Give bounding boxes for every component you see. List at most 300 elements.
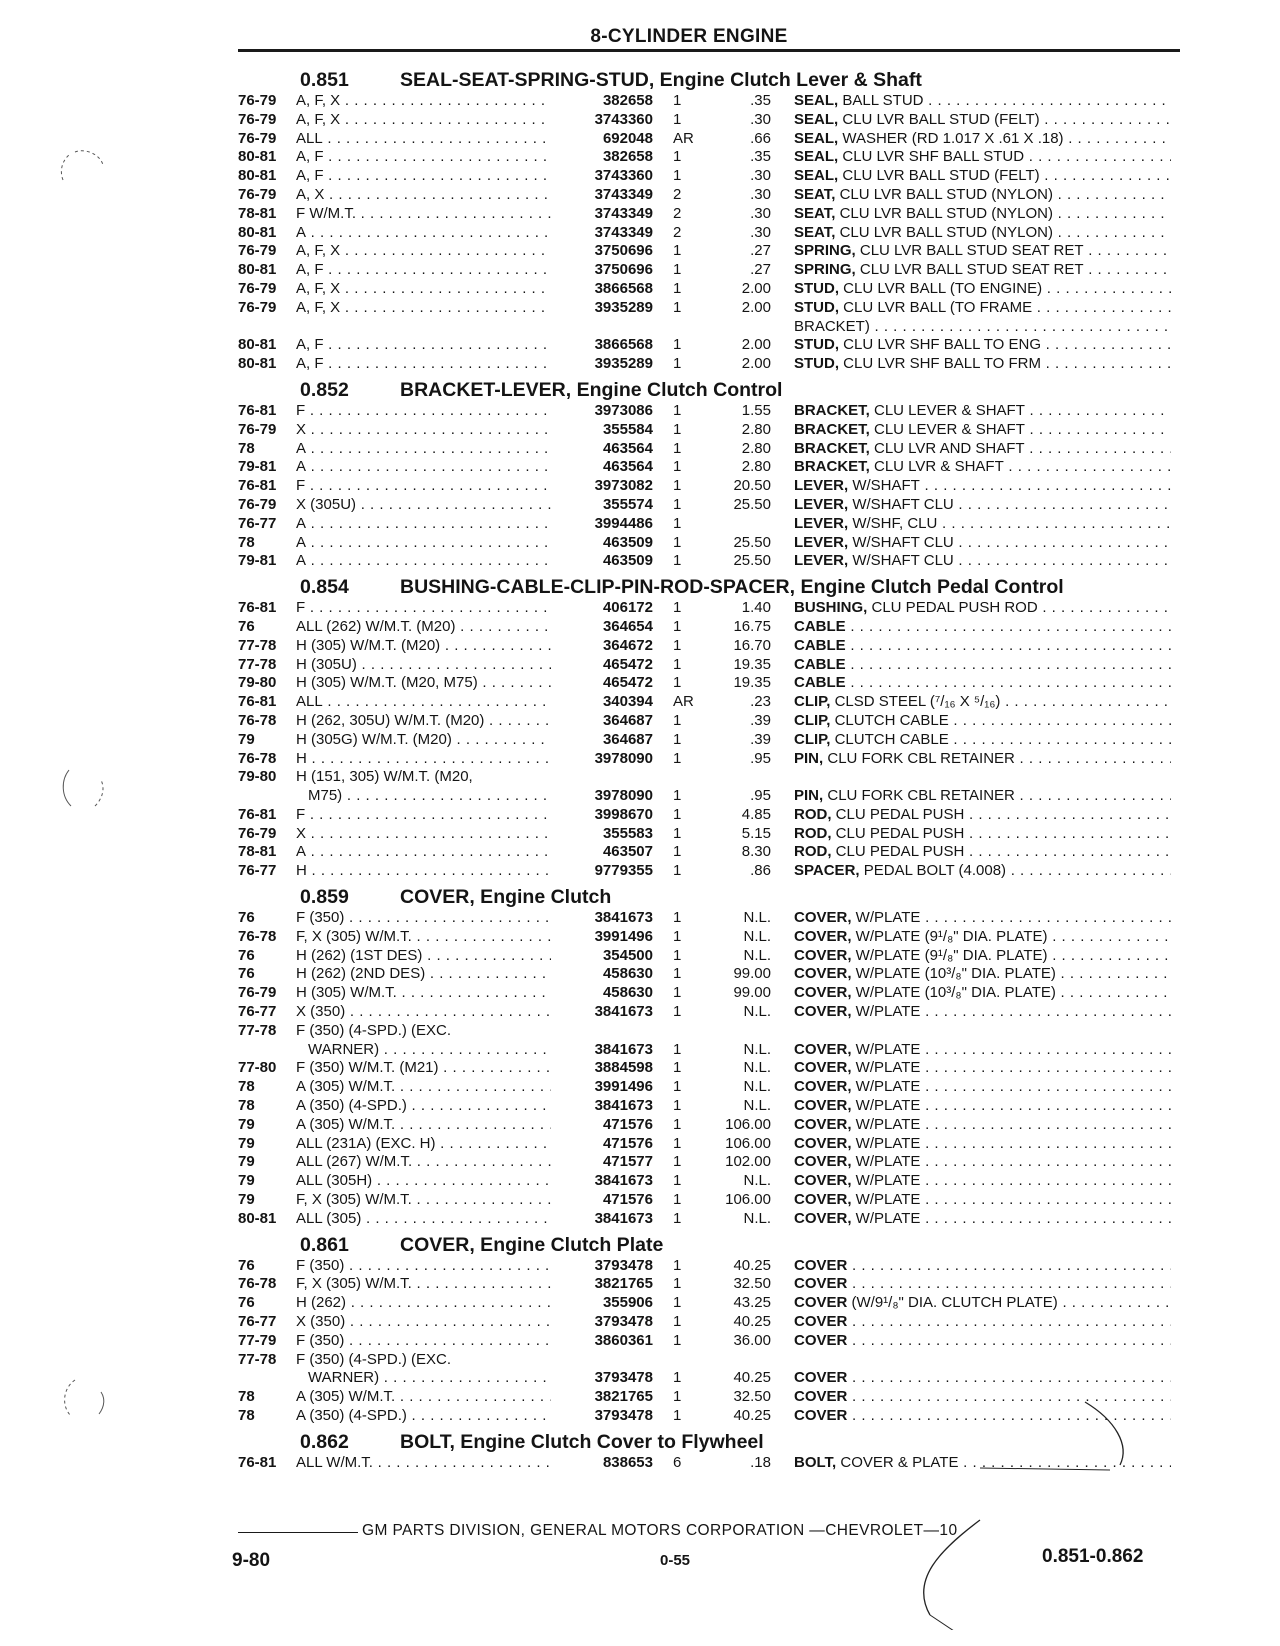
part-number: 3743360 [594, 167, 653, 185]
description-keyword: COVER [794, 1407, 848, 1424]
description [771, 1454, 1171, 1473]
description-text: CLU LVR BALL STUD (FELT) [838, 110, 1040, 128]
section-heading [238, 374, 1180, 402]
model-years: 79 [238, 1191, 255, 1209]
description-text: CLU LVR & SHAFT [869, 458, 1004, 476]
part-number: 465472 [602, 655, 653, 673]
description-text: CLU LVR BALL STUD SEAT RET [855, 242, 1084, 260]
quantity: 1 [673, 439, 682, 457]
model-years: 76-81 [238, 401, 277, 419]
description [771, 862, 1171, 881]
section-title-keyword: BUSHING-CABLE-CLIP-PIN-ROD-SPACER, [400, 576, 796, 599]
quantity: 1 [673, 1078, 682, 1096]
parts-row [238, 355, 1180, 374]
description-keyword: COVER [794, 1369, 848, 1387]
application: WARNER) . . . [296, 1369, 551, 1388]
description-text: CLU LVR BALL STUD (NYLON) [835, 185, 1053, 203]
part-number: 3991496 [594, 927, 653, 945]
price: 99.00 [733, 965, 771, 983]
description-text: CLU LEVER & SHAFT [869, 401, 1025, 419]
description [771, 280, 1171, 299]
section-number: 0.861 [300, 1233, 349, 1256]
price: 36.00 [733, 1331, 771, 1349]
section-title [400, 69, 922, 92]
quantity: 1 [673, 711, 682, 729]
parts-row [238, 1351, 1180, 1370]
description-text: CLU PEDAL PUSH [831, 805, 965, 823]
description-keyword: COVER, [794, 927, 852, 945]
quantity: 1 [673, 965, 682, 983]
parts-row [238, 336, 1180, 355]
parts-row [238, 1022, 1180, 1041]
description [771, 843, 1171, 862]
part-number: 3884598 [594, 1059, 653, 1077]
price: 16.75 [733, 617, 771, 635]
application: F W/M.T. . . . [296, 205, 551, 224]
section-0-861 [238, 1229, 1180, 1426]
parts-row [238, 1078, 1180, 1097]
quantity: 1 [673, 1097, 682, 1115]
description [771, 1257, 1171, 1276]
part-number: 364654 [602, 617, 653, 635]
application: F (350) . . . [296, 1257, 551, 1276]
model-years: 76-81 [238, 599, 277, 617]
price: 102.00 [725, 1153, 771, 1171]
parts-row [238, 1275, 1180, 1294]
quantity: 1 [673, 261, 682, 279]
price: N.L. [743, 1003, 771, 1021]
application: X . . . [296, 825, 551, 844]
section-title [400, 1431, 764, 1454]
application: F, X (305) W/M.T. . . . [296, 1191, 551, 1210]
application: ALL (262) W/M.T. (M20) . . . [296, 618, 551, 637]
parts-row [238, 186, 1180, 205]
quantity: 1 [673, 1209, 682, 1227]
description [771, 1022, 1171, 1041]
description-keyword: COVER, [794, 1134, 852, 1152]
parts-row [238, 909, 1180, 928]
description-text: CLUTCH CABLE [830, 711, 949, 729]
parts-row [238, 674, 1180, 693]
description [771, 693, 1171, 712]
description-text: CLU PEDAL PUSH ROD [867, 599, 1038, 617]
quantity: 1 [673, 636, 682, 654]
description-text: CLU LVR BALL (TO ENGINE) [839, 279, 1043, 297]
price: N.L. [743, 946, 771, 964]
section-heading [238, 1426, 1180, 1454]
model-years: 76-79 [238, 984, 277, 1002]
part-number: 9779355 [594, 862, 653, 880]
quantity: 1 [673, 148, 682, 166]
description-keyword: BRACKET, [794, 420, 870, 438]
application: X (305U) . . . [296, 496, 551, 515]
description-keyword: LEVER, [794, 477, 849, 495]
part-number [551, 768, 653, 787]
quantity: 1 [673, 1134, 682, 1152]
parts-row [238, 299, 1180, 318]
application: A, F . . . [296, 336, 551, 355]
quantity: 1 [673, 420, 682, 438]
parts-row [238, 440, 1180, 459]
description-text: W/PLATE [851, 1209, 921, 1227]
price: 40.25 [733, 1369, 771, 1387]
application: H . . . [296, 862, 551, 881]
model-years [238, 1369, 296, 1388]
part-number: 3994486 [594, 514, 653, 532]
quantity: 1 [673, 242, 682, 260]
section-title-keyword: COVER, [400, 886, 475, 909]
parts-row [238, 205, 1180, 224]
description-text: CLUTCH CABLE [830, 730, 949, 748]
parts-row [238, 242, 1180, 261]
description-text: W/PLATE [851, 1040, 921, 1058]
application: H (262) (1ST DES) . . . [296, 947, 551, 966]
description-text: W/SHAFT CLU [848, 495, 954, 513]
description-text: CLSD STEEL (⁷/₁₆ X ⁵/₁₆) [830, 693, 1001, 711]
model-years: 76-77 [238, 862, 277, 880]
quantity: 1 [673, 533, 682, 551]
part-number: 3998670 [594, 805, 653, 823]
price: .66 [750, 129, 771, 147]
parts-row [238, 787, 1180, 806]
application: H (262, 305U) W/M.T. (M20) . . . [296, 712, 551, 731]
description-text: W/PLATE [851, 1172, 921, 1190]
quantity [653, 1351, 703, 1370]
description-keyword: BOLT, [794, 1453, 837, 1471]
part-number: 3821765 [594, 1388, 653, 1406]
application: ALL (267) W/M.T. . . . [296, 1153, 551, 1172]
parts-row [238, 552, 1180, 571]
application: A, F . . . [296, 167, 551, 186]
footer-date: 9-80 [232, 1550, 271, 1571]
price: 2.00 [741, 298, 771, 316]
description-text: W/PLATE [851, 1097, 921, 1115]
description [771, 656, 1171, 675]
price: 106.00 [725, 1134, 771, 1152]
price: .86 [750, 862, 771, 880]
quantity: 6 [673, 1453, 682, 1471]
description [771, 947, 1171, 966]
parts-row [238, 965, 1180, 984]
section-title-rest: Engine Clutch Cover to Flywheel [454, 1430, 764, 1453]
parts-row [238, 1135, 1180, 1154]
parts-row [238, 1332, 1180, 1351]
description-keyword: CABLE [794, 617, 846, 635]
description [771, 1351, 1171, 1370]
description [771, 1332, 1171, 1351]
description-keyword: BRACKET, [794, 439, 870, 457]
part-number: 3743349 [594, 185, 653, 203]
parts-row [238, 1388, 1180, 1407]
quantity: 1 [673, 1313, 682, 1331]
model-years: 79 [238, 1153, 255, 1171]
quantity: 1 [673, 730, 682, 748]
application: A, F . . . [296, 355, 551, 374]
description-keyword: ROD, [794, 824, 832, 842]
application: F, X (305) W/M.T. . . . [296, 928, 551, 947]
parts-row [238, 656, 1180, 675]
application: A (350) (4-SPD.) . . . [296, 1407, 551, 1426]
application: H (305) W/M.T. (M20) . . . [296, 637, 551, 656]
section-title [400, 379, 782, 402]
section-0-851 [238, 64, 1180, 374]
description [771, 458, 1171, 477]
price: .18 [750, 1453, 771, 1471]
description [771, 477, 1171, 496]
parts-row [238, 148, 1180, 167]
model-years: 76-79 [238, 298, 277, 316]
part-number: 471576 [602, 1134, 653, 1152]
quantity: 1 [673, 401, 682, 419]
description [771, 1116, 1171, 1135]
binder-hole-mark [55, 1370, 115, 1430]
part-number: 3841673 [594, 1209, 653, 1227]
parts-row [238, 1041, 1180, 1060]
description-keyword: COVER [794, 1256, 848, 1274]
part-number [551, 318, 653, 337]
section-heading [238, 571, 1180, 599]
quantity: 1 [673, 1003, 682, 1021]
model-years: 78 [238, 533, 255, 551]
price [703, 1351, 771, 1370]
parts-row [238, 477, 1180, 496]
part-number: 458630 [602, 965, 653, 983]
price [703, 515, 771, 534]
parts-row [238, 1257, 1180, 1276]
application: F (350) (4-SPD.) (EXC. [296, 1021, 452, 1039]
price: N.L. [743, 1097, 771, 1115]
price: .27 [750, 261, 771, 279]
description [771, 806, 1171, 825]
section-number: 0.859 [300, 886, 349, 909]
description [771, 440, 1171, 459]
section-title-rest: Engine Clutch Control [571, 378, 783, 401]
model-years: 76-78 [238, 927, 277, 945]
parts-row [238, 599, 1180, 618]
part-number: 340394 [602, 693, 653, 711]
part-number: 471576 [602, 1115, 653, 1133]
price: .95 [750, 749, 771, 767]
part-number: 3978090 [594, 787, 653, 805]
model-years: 76 [238, 946, 255, 964]
model-years: 80-81 [238, 148, 277, 166]
application: ALL (305H) . . . [296, 1172, 551, 1191]
price: N.L. [743, 1172, 771, 1190]
price: 99.00 [733, 984, 771, 1002]
section-number: 0.851 [300, 69, 349, 91]
price: 2.80 [741, 458, 771, 476]
application: A . . . [296, 440, 551, 459]
description-text: CLU LVR BALL STUD (NYLON) [835, 223, 1053, 241]
description [771, 515, 1171, 534]
page-title: 8-CYLINDER ENGINE [590, 26, 788, 47]
parts-row [238, 130, 1180, 149]
application: ALL (305) . . . [296, 1210, 551, 1229]
description [771, 1191, 1171, 1210]
application: H (305U) . . . [296, 656, 551, 675]
part-number: 3973082 [594, 477, 653, 495]
parts-row [238, 1454, 1180, 1473]
parts-row [238, 843, 1180, 862]
description [771, 712, 1171, 731]
application: A, X . . . [296, 186, 551, 205]
quantity: 1 [673, 458, 682, 476]
application: H (262) . . . [296, 1294, 551, 1313]
model-years: 79 [238, 1134, 255, 1152]
parts-row [238, 261, 1180, 280]
part-number: 355583 [602, 824, 653, 842]
model-years: 76-79 [238, 242, 277, 260]
application: A . . . [296, 224, 551, 243]
section-heading [238, 64, 1180, 92]
application: A, F, X . . . [296, 92, 551, 111]
model-years: 78 [238, 1388, 255, 1406]
description-keyword: COVER, [794, 1040, 852, 1058]
model-years: 77-78 [238, 1021, 277, 1039]
description-text: W/PLATE [851, 1059, 921, 1077]
part-number [551, 1351, 653, 1370]
quantity: 1 [673, 946, 682, 964]
description-text: CLU LVR BALL (TO FRAME [839, 298, 1033, 316]
parts-row [238, 1407, 1180, 1426]
description-text: W/PLATE [851, 1003, 921, 1021]
part-number: 3750696 [594, 242, 653, 260]
quantity: AR [673, 129, 694, 147]
part-number: 355574 [602, 495, 653, 513]
parts-row [238, 750, 1180, 769]
quantity: 1 [673, 1331, 682, 1349]
parts-row [238, 280, 1180, 299]
description-text: W/PLATE [851, 1134, 921, 1152]
description-keyword: COVER [794, 1275, 848, 1293]
application: ALL . . . [296, 693, 551, 712]
description-text: CLU FORK CBL RETAINER [823, 787, 1015, 805]
price: 19.35 [733, 674, 771, 692]
description [771, 787, 1171, 806]
model-years: 78 [238, 439, 255, 457]
description [771, 1388, 1171, 1407]
section-0-859 [238, 881, 1180, 1229]
model-years [238, 318, 296, 337]
description [771, 355, 1171, 374]
application: A, F . . . [296, 148, 551, 167]
description-keyword: CABLE [794, 655, 846, 673]
application: ALL (231A) (EXC. H) . . . [296, 1135, 551, 1154]
price: 2.00 [741, 336, 771, 354]
quantity: 1 [673, 477, 682, 495]
description-keyword: STUD, [794, 355, 839, 373]
quantity: 1 [673, 495, 682, 513]
part-number: 458630 [602, 984, 653, 1002]
parts-row [238, 1191, 1180, 1210]
application: H (151, 305) W/M.T. (M20, [296, 768, 473, 786]
description-keyword: BRACKET, [794, 458, 870, 476]
part-number: 354500 [602, 946, 653, 964]
description-keyword: COVER, [794, 946, 852, 964]
quantity: 1 [673, 1115, 682, 1133]
quantity: 1 [673, 1275, 682, 1293]
section-heading [238, 881, 1180, 909]
description [771, 130, 1171, 149]
part-number: 355906 [602, 1294, 653, 1312]
application: F (350) W/M.T. (M21) . . . [296, 1059, 551, 1078]
part-number: 692048 [602, 129, 653, 147]
description-keyword: PIN, [794, 749, 824, 767]
description [771, 1135, 1171, 1154]
model-years: 77-78 [238, 1350, 277, 1368]
quantity: 1 [673, 1388, 682, 1406]
section-title-keyword: BRACKET-LEVER, [400, 378, 572, 401]
section-title-rest: Engine Clutch [474, 886, 612, 909]
price: 4.85 [741, 805, 771, 823]
parts-row [238, 637, 1180, 656]
part-number: 3743360 [594, 110, 653, 128]
model-years: 80-81 [238, 1209, 277, 1227]
description [771, 92, 1171, 111]
description [771, 186, 1171, 205]
description-text: W/SHF, CLU [848, 514, 938, 532]
application: A . . . [296, 534, 551, 553]
description-text: CLU LVR AND SHAFT [869, 439, 1025, 457]
description [771, 1041, 1171, 1060]
quantity: 1 [673, 1172, 682, 1190]
price: 8.30 [741, 843, 771, 861]
description-text: CLU LEVER & SHAFT [869, 420, 1025, 438]
part-number: 3866568 [594, 336, 653, 354]
description-text: W/PLATE (9¹/₈" DIA. PLATE) [851, 927, 1048, 945]
model-years: 76-77 [238, 1313, 277, 1331]
description [771, 261, 1171, 280]
quantity: 1 [673, 355, 682, 373]
description [771, 599, 1171, 618]
description-text: CLU LVR BALL STUD (FELT) [838, 167, 1040, 185]
description-keyword: PIN, [794, 787, 824, 805]
model-years: 76-79 [238, 110, 277, 128]
description [771, 1275, 1171, 1294]
part-number: 3973086 [594, 401, 653, 419]
quantity: 1 [673, 805, 682, 823]
description-text: BALL STUD [838, 92, 924, 109]
description [771, 618, 1171, 637]
model-years: 78 [238, 1078, 255, 1096]
section-0-854 [238, 571, 1180, 881]
price: 19.35 [733, 655, 771, 673]
model-years: 76-81 [238, 805, 277, 823]
model-years: 76 [238, 617, 255, 635]
description [771, 1369, 1171, 1388]
parts-row [238, 1172, 1180, 1191]
description-keyword: SEAL, [794, 110, 839, 128]
description-keyword: COVER, [794, 1191, 852, 1209]
part-number: 463564 [602, 439, 653, 457]
description-text: CLU PEDAL PUSH [831, 824, 965, 842]
parts-row [238, 825, 1180, 844]
part-number [551, 1022, 653, 1041]
description-text: PEDAL BOLT (4.008) [859, 862, 1007, 880]
model-years: 79 [238, 1172, 255, 1190]
description-keyword: COVER, [794, 1115, 852, 1133]
application: A, F, X . . . [296, 299, 551, 318]
model-years: 76-81 [238, 477, 277, 495]
description-keyword: COVER [794, 1388, 848, 1406]
section-title-rest: Engine Clutch Plate [474, 1233, 664, 1256]
section-title [400, 1234, 663, 1257]
price: 16.70 [733, 636, 771, 654]
price: .27 [750, 242, 771, 260]
part-number: 364687 [602, 711, 653, 729]
parts-row [238, 862, 1180, 881]
price: 43.25 [733, 1294, 771, 1312]
